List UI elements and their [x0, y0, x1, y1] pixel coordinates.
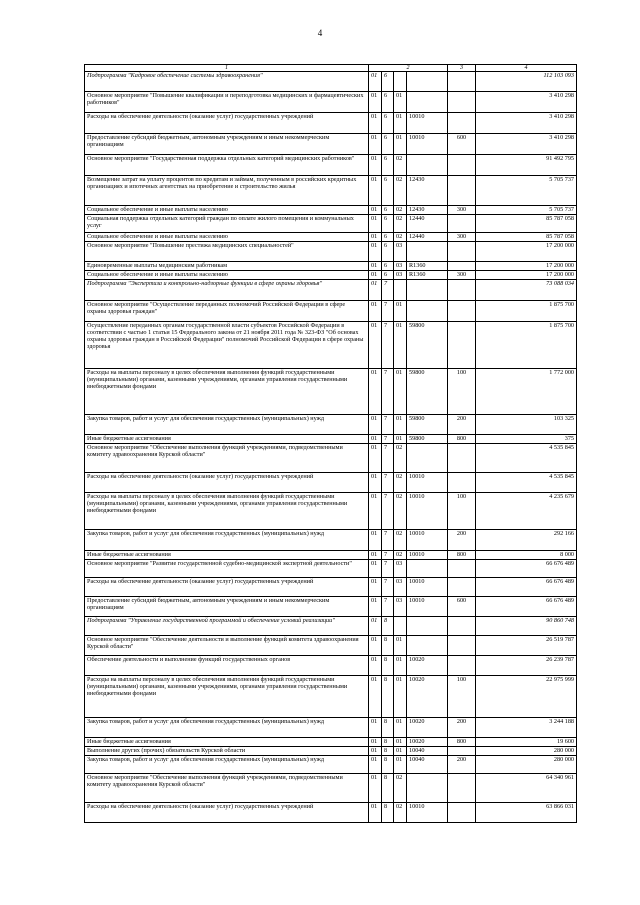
program-code-cell: 01	[369, 560, 382, 578]
activity-code-cell: 02	[394, 444, 407, 473]
activity-code-cell: 01	[394, 718, 407, 738]
program-code-cell: 01	[369, 774, 382, 803]
program-code-cell: 01	[369, 636, 382, 656]
table-row	[85, 301, 577, 322]
subprogram-code-cell: 7	[382, 597, 394, 617]
subprogram-code-cell: 7	[382, 280, 394, 301]
program-code-cell: 01	[369, 551, 382, 560]
activity-code-cell: 03	[394, 597, 407, 617]
expense-group-cell: 200	[448, 756, 476, 774]
row-name-cell: Основное мероприятие "Обеспечение выполнения функций учреждениями, подведомственными комитету здравоохранения Курской области"	[85, 774, 369, 803]
expense-group-cell	[448, 155, 476, 176]
amount-cell: 85 787 058	[476, 233, 577, 242]
direction-code-cell	[407, 636, 448, 656]
table-row	[85, 803, 577, 823]
table-row	[85, 435, 577, 444]
amount-cell: 66 676 489	[476, 578, 577, 597]
expense-group-cell	[448, 578, 476, 597]
row-name-cell: Иные бюджетные ассигнования	[85, 435, 369, 444]
table-row	[85, 718, 577, 738]
table-row	[85, 262, 577, 271]
expense-group-cell: 200	[448, 530, 476, 551]
table-row	[85, 738, 577, 747]
expense-group-cell	[448, 301, 476, 322]
subprogram-code-cell: 7	[382, 578, 394, 597]
expense-group-cell	[448, 176, 476, 206]
direction-code-cell: 10020	[407, 718, 448, 738]
row-name-cell: Выполнение других (прочих) обязательств Курской области	[85, 747, 369, 756]
activity-code-cell: 02	[394, 206, 407, 215]
row-name-cell: Основное мероприятие "Государственная поддержка отдельных категорий медицинских работников"	[85, 155, 369, 176]
program-code-cell: 01	[369, 578, 382, 597]
row-name-cell: Расходы на выплаты персоналу в целях обеспечения выполнения функций государственными (муниципальными) органами, казенными учреждениями, органами управления государственными внебюджетными фондами	[85, 369, 369, 415]
direction-code-cell: 59800	[407, 322, 448, 369]
amount-cell: 1 875 700	[476, 301, 577, 322]
budget-table-body	[85, 65, 577, 823]
subprogram-code-cell: 8	[382, 656, 394, 676]
subprogram-code-cell: 8	[382, 617, 394, 636]
expense-group-cell: 600	[448, 134, 476, 155]
table-row	[85, 322, 577, 369]
activity-code-cell: 01	[394, 322, 407, 369]
subprogram-code-cell: 8	[382, 676, 394, 718]
activity-code-cell: 02	[394, 774, 407, 803]
program-code-cell: 01	[369, 530, 382, 551]
amount-cell: 26 519 787	[476, 636, 577, 656]
subprogram-code-cell: 6	[382, 113, 394, 134]
program-code-cell: 01	[369, 617, 382, 636]
amount-cell: 5 705 737	[476, 206, 577, 215]
program-code-cell: 01	[369, 92, 382, 113]
direction-code-cell: 12440	[407, 215, 448, 233]
program-code-cell: 01	[369, 134, 382, 155]
subprogram-code-cell: 8	[382, 718, 394, 738]
direction-code-cell: R1360	[407, 262, 448, 271]
row-name-cell: Расходы на обеспечение деятельности (оказание услуг) государственных учреждений	[85, 803, 369, 823]
subprogram-code-cell: 7	[382, 322, 394, 369]
expense-group-cell: 800	[448, 738, 476, 747]
activity-code-cell: 01	[394, 134, 407, 155]
table-header-row	[85, 65, 577, 72]
program-code-cell: 01	[369, 415, 382, 435]
activity-code-cell: 03	[394, 262, 407, 271]
expense-group-cell	[448, 560, 476, 578]
amount-cell: 112 103 093	[476, 72, 577, 92]
row-name-cell: Иные бюджетные ассигнования	[85, 551, 369, 560]
program-code-cell: 01	[369, 113, 382, 134]
row-name-cell: Социальное обеспечение и иные выплаты населению	[85, 233, 369, 242]
program-code-cell: 01	[369, 493, 382, 530]
subprogram-code-cell: 8	[382, 636, 394, 656]
expense-group-cell: 100	[448, 676, 476, 718]
program-code-cell: 01	[369, 435, 382, 444]
activity-code-cell: 02	[394, 176, 407, 206]
subprogram-code-cell: 8	[382, 756, 394, 774]
row-name-cell: Подпрограмма "Управление государственной программой и обеспечение условий реализации"	[85, 617, 369, 636]
amount-cell: 19 600	[476, 738, 577, 747]
expense-group-cell	[448, 92, 476, 113]
amount-cell: 3 244 188	[476, 718, 577, 738]
amount-cell: 26 239 787	[476, 656, 577, 676]
direction-code-cell: 10010	[407, 113, 448, 134]
direction-code-cell: 12430	[407, 176, 448, 206]
table-row	[85, 747, 577, 756]
amount-cell: 17 200 000	[476, 262, 577, 271]
program-code-cell: 01	[369, 215, 382, 233]
subprogram-code-cell: 6	[382, 72, 394, 92]
table-row	[85, 233, 577, 242]
expense-group-cell	[448, 322, 476, 369]
table-row	[85, 215, 577, 233]
direction-code-cell: 12430	[407, 206, 448, 215]
row-name-cell: Основное мероприятие "Осуществление переданных полномочий Российской Федерации в сфере охраны здоровья граждан"	[85, 301, 369, 322]
row-name-cell: Основное мероприятие "Повышение престижа медицинских специальностей"	[85, 242, 369, 262]
subprogram-code-cell: 7	[382, 551, 394, 560]
row-name-cell: Предоставление субсидий бюджетным, автономным учреждениям и иным некоммерческим организациям	[85, 597, 369, 617]
table-row	[85, 72, 577, 92]
activity-code-cell: 01	[394, 435, 407, 444]
subprogram-code-cell: 6	[382, 233, 394, 242]
table-row	[85, 578, 577, 597]
row-name-cell: Расходы на обеспечение деятельности (оказание услуг) государственных учреждений	[85, 473, 369, 493]
program-code-cell: 01	[369, 756, 382, 774]
expense-group-cell	[448, 656, 476, 676]
amount-cell: 17 200 000	[476, 242, 577, 262]
program-code-cell: 01	[369, 803, 382, 823]
program-code-cell: 01	[369, 262, 382, 271]
direction-code-cell: 10010	[407, 530, 448, 551]
amount-cell: 280 000	[476, 756, 577, 774]
row-name-cell: Закупка товаров, работ и услуг для обеспечения государственных (муниципальных) нужд	[85, 718, 369, 738]
table-row	[85, 444, 577, 473]
expense-group-cell	[448, 72, 476, 92]
table-row	[85, 473, 577, 493]
direction-code-cell	[407, 301, 448, 322]
amount-cell: 5 705 737	[476, 176, 577, 206]
activity-code-cell: 01	[394, 656, 407, 676]
amount-cell: 91 492 795	[476, 155, 577, 176]
subprogram-code-cell: 7	[382, 435, 394, 444]
subprogram-code-cell: 6	[382, 215, 394, 233]
activity-code-cell: 01	[394, 369, 407, 415]
program-code-cell: 01	[369, 176, 382, 206]
activity-code-cell: 03	[394, 560, 407, 578]
subprogram-code-cell: 7	[382, 493, 394, 530]
program-code-cell: 01	[369, 233, 382, 242]
program-code-cell: 01	[369, 155, 382, 176]
expense-group-cell	[448, 617, 476, 636]
expense-group-cell	[448, 636, 476, 656]
subprogram-code-cell: 6	[382, 92, 394, 113]
direction-code-cell: 10040	[407, 747, 448, 756]
subprogram-code-cell: 7	[382, 415, 394, 435]
activity-code-cell: 01	[394, 301, 407, 322]
program-code-cell: 01	[369, 656, 382, 676]
table-row	[85, 560, 577, 578]
row-name-cell: Социальное обеспечение и иные выплаты населению	[85, 206, 369, 215]
expense-group-cell	[448, 262, 476, 271]
program-code-cell: 01	[369, 369, 382, 415]
amount-cell: 292 166	[476, 530, 577, 551]
direction-code-cell: 10020	[407, 656, 448, 676]
direction-code-cell	[407, 560, 448, 578]
table-row	[85, 134, 577, 155]
table-row	[85, 113, 577, 134]
table-row	[85, 756, 577, 774]
expense-group-cell	[448, 242, 476, 262]
amount-cell: 4 535 845	[476, 473, 577, 493]
subprogram-code-cell: 6	[382, 155, 394, 176]
program-code-cell: 01	[369, 738, 382, 747]
amount-cell: 3 410 298	[476, 92, 577, 113]
amount-cell: 3 410 298	[476, 113, 577, 134]
row-name-cell: Обеспечение деятельности и выполнение функций государственных органов	[85, 656, 369, 676]
amount-cell: 64 340 961	[476, 774, 577, 803]
program-code-cell: 01	[369, 444, 382, 473]
direction-code-cell: 10010	[407, 803, 448, 823]
header-col-1: 1	[85, 65, 369, 72]
subprogram-code-cell: 6	[382, 134, 394, 155]
program-code-cell: 01	[369, 301, 382, 322]
row-name-cell: Закупка товаров, работ и услуг для обеспечения государственных (муниципальных) нужд	[85, 756, 369, 774]
activity-code-cell: 01	[394, 113, 407, 134]
direction-code-cell: 10010	[407, 551, 448, 560]
program-code-cell: 01	[369, 72, 382, 92]
direction-code-cell	[407, 72, 448, 92]
expense-group-cell	[448, 803, 476, 823]
subprogram-code-cell: 7	[382, 301, 394, 322]
amount-cell: 17 200 000	[476, 271, 577, 280]
expense-group-cell: 100	[448, 369, 476, 415]
amount-cell: 280 000	[476, 747, 577, 756]
subprogram-code-cell: 6	[382, 262, 394, 271]
direction-code-cell: 59800	[407, 415, 448, 435]
activity-code-cell: 01	[394, 92, 407, 113]
program-code-cell: 01	[369, 718, 382, 738]
subprogram-code-cell: 8	[382, 803, 394, 823]
activity-code-cell: 02	[394, 551, 407, 560]
activity-code-cell	[394, 617, 407, 636]
direction-code-cell: 10040	[407, 756, 448, 774]
table-row	[85, 493, 577, 530]
row-name-cell: Предоставление субсидий бюджетным, автономным учреждениям и иным некоммерческим организациям	[85, 134, 369, 155]
direction-code-cell: 10020	[407, 738, 448, 747]
activity-code-cell: 02	[394, 473, 407, 493]
program-code-cell: 01	[369, 322, 382, 369]
program-code-cell: 01	[369, 747, 382, 756]
subprogram-code-cell: 8	[382, 774, 394, 803]
row-name-cell: Основное мероприятие "Обеспечение деятельности и выполнение функций комитета здравоохранения Курской области"	[85, 636, 369, 656]
row-name-cell: Основное мероприятие "Развитие государственной судебно-медицинской экспертной деятельности"	[85, 560, 369, 578]
row-name-cell: Осуществление переданных органам государственной власти субъектов Российской Федерации в соответствии с частью 1 статьи 15 Федерального закона от 21 ноября 2011 года № 323-ФЗ "Об основах охраны здоровья граждан в Российской Федерации" полномочий Российской Федерации в сфере охраны здоровья	[85, 322, 369, 369]
row-name-cell: Единовременные выплаты медицинским работникам	[85, 262, 369, 271]
program-code-cell: 01	[369, 242, 382, 262]
direction-code-cell	[407, 444, 448, 473]
table-row	[85, 242, 577, 262]
subprogram-code-cell: 7	[382, 530, 394, 551]
row-name-cell: Расходы на обеспечение деятельности (оказание услуг) государственных учреждений	[85, 113, 369, 134]
activity-code-cell: 02	[394, 530, 407, 551]
table-row	[85, 617, 577, 636]
expense-group-cell: 300	[448, 233, 476, 242]
direction-code-cell	[407, 92, 448, 113]
table-row	[85, 551, 577, 560]
program-code-cell: 01	[369, 271, 382, 280]
activity-code-cell: 03	[394, 578, 407, 597]
table-row	[85, 597, 577, 617]
table-row	[85, 271, 577, 280]
subprogram-code-cell: 8	[382, 738, 394, 747]
activity-code-cell	[394, 280, 407, 301]
expense-group-cell: 300	[448, 271, 476, 280]
activity-code-cell	[394, 72, 407, 92]
header-col-2: 2	[369, 65, 448, 72]
row-name-cell: Возмещение затрат на уплату процентов по кредитам и займам, полученным в российских кредитных организациях и ипотечных агентствах на приобретение и строительство жилья	[85, 176, 369, 206]
expense-group-cell: 300	[448, 206, 476, 215]
amount-cell: 1 875 700	[476, 322, 577, 369]
table-row	[85, 206, 577, 215]
expense-group-cell	[448, 444, 476, 473]
program-code-cell: 01	[369, 597, 382, 617]
amount-cell: 8 000	[476, 551, 577, 560]
amount-cell: 4 535 845	[476, 444, 577, 473]
table-row	[85, 280, 577, 301]
program-code-cell: 01	[369, 206, 382, 215]
expense-group-cell	[448, 280, 476, 301]
row-name-cell: Иные бюджетные ассигнования	[85, 738, 369, 747]
direction-code-cell	[407, 617, 448, 636]
table-row	[85, 530, 577, 551]
row-name-cell: Социальное обеспечение и иные выплаты населению	[85, 271, 369, 280]
direction-code-cell: 12440	[407, 233, 448, 242]
table-row	[85, 415, 577, 435]
subprogram-code-cell: 6	[382, 176, 394, 206]
direction-code-cell: 59800	[407, 369, 448, 415]
activity-code-cell: 02	[394, 493, 407, 530]
row-name-cell: Закупка товаров, работ и услуг для обеспечения государственных (муниципальных) нужд	[85, 415, 369, 435]
expense-group-cell	[448, 774, 476, 803]
row-name-cell: Основное мероприятие "Обеспечение выполнения функций учреждениями, подведомственными комитету здравоохранения Курской области"	[85, 444, 369, 473]
activity-code-cell: 02	[394, 155, 407, 176]
expense-group-cell: 200	[448, 718, 476, 738]
amount-cell: 1 772 000	[476, 369, 577, 415]
table-row	[85, 369, 577, 415]
program-code-cell: 01	[369, 473, 382, 493]
amount-cell: 63 866 031	[476, 803, 577, 823]
program-code-cell: 01	[369, 280, 382, 301]
table-row	[85, 92, 577, 113]
amount-cell: 4 235 679	[476, 493, 577, 530]
subprogram-code-cell: 8	[382, 747, 394, 756]
expense-group-cell: 600	[448, 597, 476, 617]
activity-code-cell: 01	[394, 738, 407, 747]
row-name-cell: Расходы на выплаты персоналу в целях обеспечения выполнения функций государственными (муниципальными) органами, казенными учреждениями, органами управления государственными внебюджетными фондами	[85, 676, 369, 718]
expense-group-cell	[448, 747, 476, 756]
header-col-3: 3	[448, 65, 476, 72]
subprogram-code-cell: 7	[382, 369, 394, 415]
row-name-cell: Расходы на обеспечение деятельности (оказание услуг) государственных учреждений	[85, 578, 369, 597]
expense-group-cell: 200	[448, 415, 476, 435]
table-row	[85, 636, 577, 656]
row-name-cell: Расходы на выплаты персоналу в целях обеспечения выполнения функций государственными (муниципальными) органами, казенными учреждениями, органами управления государственными внебюджетными фондами	[85, 493, 369, 530]
direction-code-cell: 10020	[407, 676, 448, 718]
table-row	[85, 676, 577, 718]
amount-cell: 3 410 298	[476, 134, 577, 155]
row-name-cell: Основное мероприятие "Повышение квалификации и переподготовка медицинских и фармацевтических работников"	[85, 92, 369, 113]
amount-cell: 90 860 748	[476, 617, 577, 636]
direction-code-cell: 10010	[407, 597, 448, 617]
activity-code-cell: 03	[394, 242, 407, 262]
row-name-cell: Социальная поддержка отдельных категорий граждан по оплате жилого помещения и коммунальных услуг	[85, 215, 369, 233]
amount-cell: 103 325	[476, 415, 577, 435]
header-col-4: 4	[476, 65, 577, 72]
direction-code-cell	[407, 242, 448, 262]
row-name-cell: Подпрограмма "Экспертиза и контрольно-надзорные функции в сфере охраны здоровья"	[85, 280, 369, 301]
budget-table	[84, 64, 577, 823]
direction-code-cell	[407, 280, 448, 301]
activity-code-cell: 03	[394, 271, 407, 280]
activity-code-cell: 02	[394, 233, 407, 242]
expense-group-cell: 800	[448, 435, 476, 444]
program-code-cell: 01	[369, 676, 382, 718]
direction-code-cell: R1360	[407, 271, 448, 280]
amount-cell: 22 975 999	[476, 676, 577, 718]
amount-cell: 375	[476, 435, 577, 444]
direction-code-cell: 59800	[407, 435, 448, 444]
direction-code-cell: 10010	[407, 578, 448, 597]
activity-code-cell: 01	[394, 756, 407, 774]
amount-cell: 85 787 058	[476, 215, 577, 233]
activity-code-cell: 01	[394, 747, 407, 756]
row-name-cell: Закупка товаров, работ и услуг для обеспечения государственных (муниципальных) нужд	[85, 530, 369, 551]
page-number: 4	[317, 28, 323, 38]
subprogram-code-cell: 7	[382, 560, 394, 578]
table-row	[85, 155, 577, 176]
amount-cell: 66 676 489	[476, 597, 577, 617]
table-row	[85, 656, 577, 676]
expense-group-cell: 800	[448, 551, 476, 560]
table-row	[85, 176, 577, 206]
subprogram-code-cell: 7	[382, 444, 394, 473]
amount-cell: 66 676 489	[476, 560, 577, 578]
direction-code-cell: 10010	[407, 473, 448, 493]
expense-group-cell	[448, 215, 476, 233]
subprogram-code-cell: 6	[382, 271, 394, 280]
expense-group-cell	[448, 113, 476, 134]
subprogram-code-cell: 6	[382, 242, 394, 262]
activity-code-cell: 01	[394, 415, 407, 435]
activity-code-cell: 01	[394, 676, 407, 718]
amount-cell: 73 088 034	[476, 280, 577, 301]
subprogram-code-cell: 7	[382, 473, 394, 493]
expense-group-cell: 100	[448, 493, 476, 530]
direction-code-cell	[407, 155, 448, 176]
row-name-cell: Подпрограмма "Кадровое обеспечение системы здравоохранения"	[85, 72, 369, 92]
table-row	[85, 774, 577, 803]
activity-code-cell: 02	[394, 215, 407, 233]
subprogram-code-cell: 6	[382, 206, 394, 215]
direction-code-cell: 10010	[407, 134, 448, 155]
activity-code-cell: 01	[394, 636, 407, 656]
direction-code-cell: 10010	[407, 493, 448, 530]
direction-code-cell	[407, 774, 448, 803]
expense-group-cell	[448, 473, 476, 493]
activity-code-cell: 02	[394, 803, 407, 823]
